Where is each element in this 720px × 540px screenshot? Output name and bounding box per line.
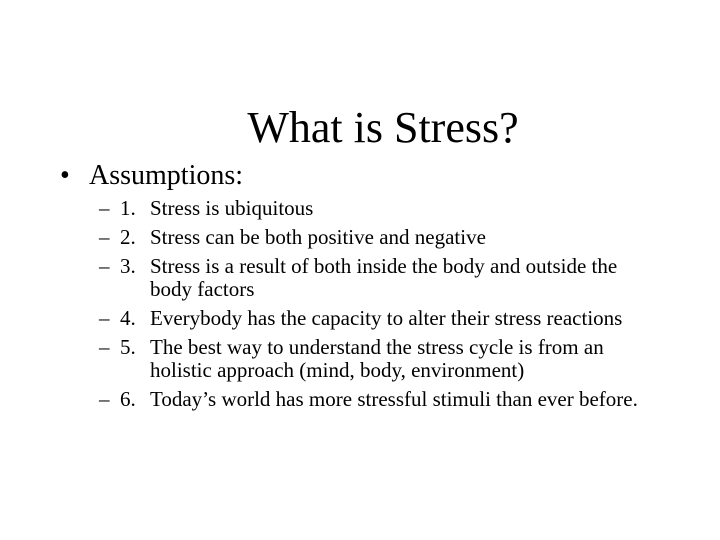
item-number: 2.: [120, 225, 136, 249]
list-item: [99, 307, 660, 330]
bullet-marker: •: [60, 160, 70, 191]
item-text: Everybody has the capacity to alter their stress reactions: [150, 306, 623, 330]
dash-marker: –: [99, 335, 110, 359]
slide-title: What is Stress?: [247, 103, 519, 152]
list-item: [99, 197, 660, 220]
item-text: Stress is a result of both inside the body and outside the body factors: [150, 254, 618, 301]
item-text: Stress is ubiquitous: [150, 196, 314, 220]
bullet-assumptions: [60, 160, 243, 192]
dash-marker: –: [99, 387, 110, 411]
assumption-list: [99, 197, 660, 417]
item-number: 1.: [120, 196, 136, 220]
item-number: 5.: [120, 335, 136, 359]
item-number: 3.: [120, 254, 136, 278]
list-item: [99, 336, 660, 382]
list-item: [99, 226, 660, 249]
dash-marker: –: [99, 306, 110, 330]
list-item: [99, 388, 660, 411]
bullet-text: Assumptions:: [89, 160, 244, 191]
item-text: Today’s world has more stressful stimuli than ever before.: [150, 387, 638, 411]
item-number: 6.: [120, 387, 136, 411]
dash-marker: –: [99, 196, 110, 220]
list-item: [99, 255, 660, 301]
item-number: 4.: [120, 306, 136, 330]
item-text: Stress can be both positive and negative: [150, 225, 486, 249]
dash-marker: –: [99, 254, 110, 278]
dash-marker: –: [99, 225, 110, 249]
item-text: The best way to understand the stress cycle is from an holistic approach (mind, body, environment): [150, 335, 604, 382]
